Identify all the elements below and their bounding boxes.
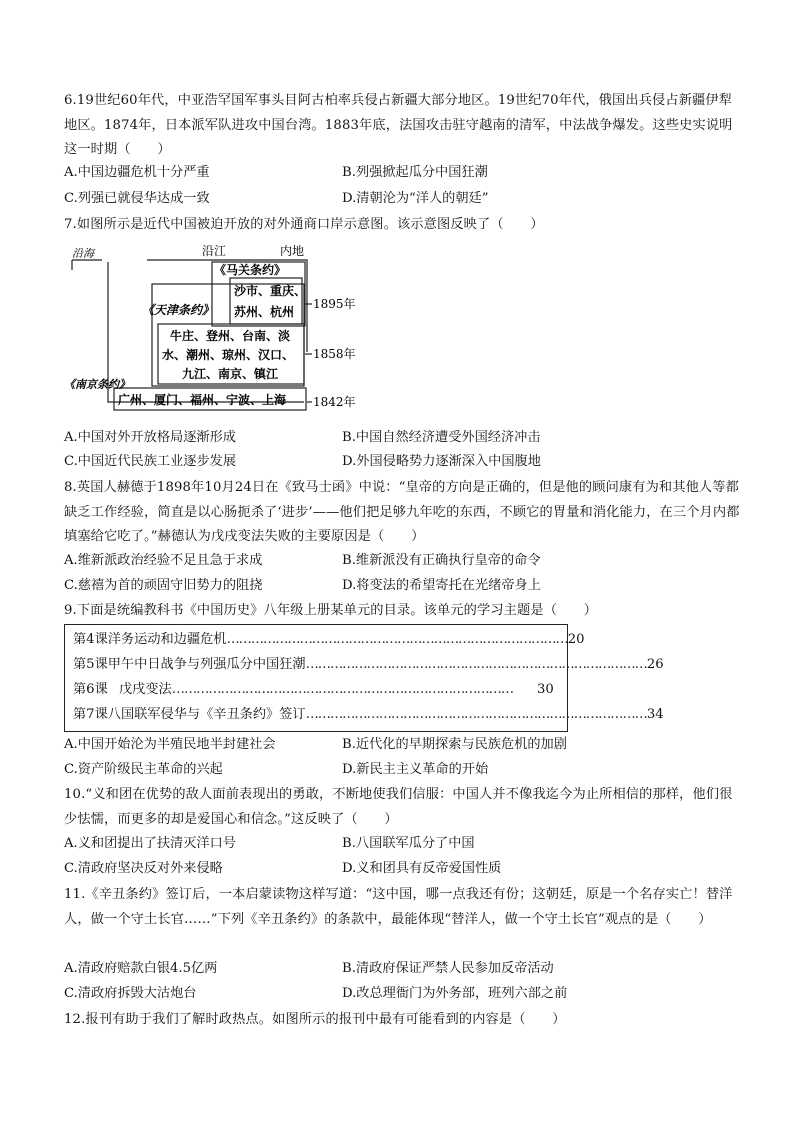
label-inland: 内地 bbox=[280, 244, 305, 258]
question-10-stem: 10.“义和团在优势的敌人面前表现出的勇敢，不断地使我们信服：中国人并不像我迄今为止所相信的那样，他们很少怯懦，而更多的却是爱国心和信念。”这反映了（ ） bbox=[64, 787, 733, 827]
ports-1858-line1: 牛庄、登州、台南、淡 bbox=[170, 329, 291, 343]
treaty-tianjin: 《天津条约》 bbox=[142, 303, 215, 317]
q10-option-b[interactable]: B.八国联军瓜分了中国 bbox=[342, 836, 475, 851]
toc-lesson-number: 第6课 bbox=[73, 682, 108, 697]
toc-lesson-title: 戊戌变法 bbox=[119, 682, 172, 697]
ports-1895-line2: 苏州、杭州 bbox=[234, 305, 295, 319]
year-1842: 1842年 bbox=[313, 395, 356, 409]
toc-lesson-number: 第7课 bbox=[73, 707, 108, 722]
q11-option-c[interactable]: C.清政府拆毁大沽炮台 bbox=[64, 986, 197, 1001]
toc-row bbox=[73, 653, 664, 677]
q8-option-a[interactable]: A.维新派政治经验不足且急于求成 bbox=[64, 553, 263, 568]
q10-option-d[interactable]: D.义和团具有反帝爱国性质 bbox=[342, 861, 502, 876]
question-9-stem: 9.下面是统编教科书《中国历史》八年级上册某单元的目录。该单元的学习主题是（ ） bbox=[64, 603, 598, 618]
q7-option-c[interactable]: C.中国近代民族工业逐步发展 bbox=[64, 454, 237, 469]
question-7-stem: 7.如图所示是近代中国被迫开放的对外通商口岸示意图。该示意图反映了（ ） bbox=[64, 217, 544, 232]
treaty-nanjing: 《南京条约》 bbox=[64, 378, 130, 391]
q9-option-d[interactable]: D.新民主主义革命的开始 bbox=[342, 762, 489, 777]
toc-page-number: 20 bbox=[567, 632, 585, 647]
toc-lesson-number: 第4课 bbox=[73, 632, 108, 647]
ports-1858-line3: 九江、南京、镇江 bbox=[182, 367, 279, 381]
q8-option-b[interactable]: B.维新派没有正确执行皇帝的命令 bbox=[342, 553, 541, 568]
q8-option-c[interactable]: C.慈禧为首的顽固守旧势力的阻挠 bbox=[64, 578, 263, 593]
q10-option-c[interactable]: C.清政府坚决反对外来侵略 bbox=[64, 861, 223, 876]
ports-1858-line2: 水、潮州、琼州、汉口、 bbox=[162, 348, 295, 362]
q9-option-a[interactable]: A.中国开始沦为半殖民地半封建社会 bbox=[64, 737, 276, 752]
label-river: 沿江 bbox=[202, 244, 227, 258]
q10-option-a[interactable]: A.义和团提出了扶清灭洋口号 bbox=[64, 836, 236, 851]
q9-option-c[interactable]: C.资产阶级民主革命的兴起 bbox=[64, 762, 223, 777]
q9-option-b[interactable]: B.近代化的早期探索与民族危机的加剧 bbox=[342, 737, 567, 752]
toc-page-number: 26 bbox=[646, 657, 664, 672]
q7-option-b[interactable]: B.中国自然经济遭受外国经济冲击 bbox=[342, 430, 541, 445]
year-1858: 1858年 bbox=[313, 347, 356, 361]
toc-row bbox=[73, 703, 664, 727]
ports-1895-line1: 沙市、重庆、 bbox=[234, 284, 307, 298]
q8-option-d[interactable]: D.将变法的希望寄托在光绪帝身上 bbox=[342, 578, 541, 593]
ports-1842: 广州、厦门、福州、宁波、上海 bbox=[118, 393, 287, 407]
toc-lesson-number: 第5课 bbox=[73, 657, 108, 672]
label-coast: 沿海 bbox=[72, 247, 94, 260]
q7-option-a[interactable]: A.中国对外开放格局逐渐形成 bbox=[64, 430, 236, 445]
question-6-stem: 6.19世纪60年代，中亚浩罕国军事头目阿古柏率兵侵占新疆大部分地区。19世纪70年代，俄国出兵侵占新疆伊犁地区。1874年，日本派军队进攻中国台湾。1883年底，法国攻击驻守越南的清军，中法战争爆发。这些史实说明这一时期（ ） bbox=[64, 93, 733, 158]
question-12-stem: 12.报刊有助于我们了解时政热点。如图所示的报刊中最有可能看到的内容是（ ） bbox=[64, 1012, 566, 1027]
toc-leader-dots: ………………………………………………………………………… bbox=[305, 657, 647, 672]
toc-lesson-title: 八国联军侵华与《辛丑条约》签订 bbox=[107, 707, 306, 722]
question-11-stem: 11.《辛丑条约》签订后，一本启蒙读物这样写道：“这中国，哪一点我还有份；这朝廷，原是一个名存实亡！替洋人，做一个守土长官……”下列《辛丑条约》的条款中，最能体现“替洋人，做一个守土长官”观点的是（ ） bbox=[64, 887, 733, 927]
toc-page-number: 34 bbox=[646, 707, 664, 722]
q6-option-d[interactable]: D.清朝沦为“洋人的朝廷” bbox=[342, 191, 489, 206]
toc-lesson-title: 甲午中日战争与列强瓜分中国狂潮 bbox=[107, 657, 306, 672]
q6-option-a[interactable]: A.中国边疆危机十分严重 bbox=[64, 165, 210, 180]
toc-leader-dots: ………………………………………………………………………… bbox=[171, 682, 513, 697]
toc-row bbox=[73, 628, 585, 652]
q11-option-b[interactable]: B.清政府保证严禁人民参加反帝活动 bbox=[342, 961, 554, 976]
q6-option-b[interactable]: B.列强掀起瓜分中国狂潮 bbox=[342, 165, 488, 180]
q6-option-c[interactable]: C.列强已就侵华达成一致 bbox=[64, 191, 210, 206]
toc-row bbox=[73, 678, 563, 702]
q7-option-d[interactable]: D.外国侵略势力逐渐深入中国腹地 bbox=[342, 454, 541, 469]
toc-lesson-title: 洋务运动和边疆危机 bbox=[107, 632, 227, 647]
toc-page-number: 30 bbox=[537, 682, 554, 697]
q11-option-a[interactable]: A.清政府赔款白银4.5亿两 bbox=[64, 961, 218, 976]
q11-option-d[interactable]: D.改总理衙门为外务部，班列六部之前 bbox=[342, 986, 568, 1001]
year-1895: 1895年 bbox=[313, 297, 356, 311]
treaty-maguan: 《马关条约》 bbox=[214, 263, 287, 277]
treaty-ports-diagram bbox=[62, 240, 382, 415]
toc-leader-dots: ………………………………………………………………………… bbox=[226, 632, 568, 647]
question-8-stem: 8.英国人赫德于1898年10月24日在《致马士函》中说：“皇帝的方向是正确的，但是他的顾问康有为和其他人等都缺乏工作经验，简直是以心肠扼杀了‘进步’——他们把足够九年吃的东西，不顾它的胃量和消化能力，在三个月内都填塞给它吃了。”赫德认为戊戌变法失败的主要原因是（ ） bbox=[64, 480, 740, 545]
table-of-contents bbox=[64, 624, 664, 732]
toc-leader-dots: ………………………………………………………………………… bbox=[305, 707, 647, 722]
